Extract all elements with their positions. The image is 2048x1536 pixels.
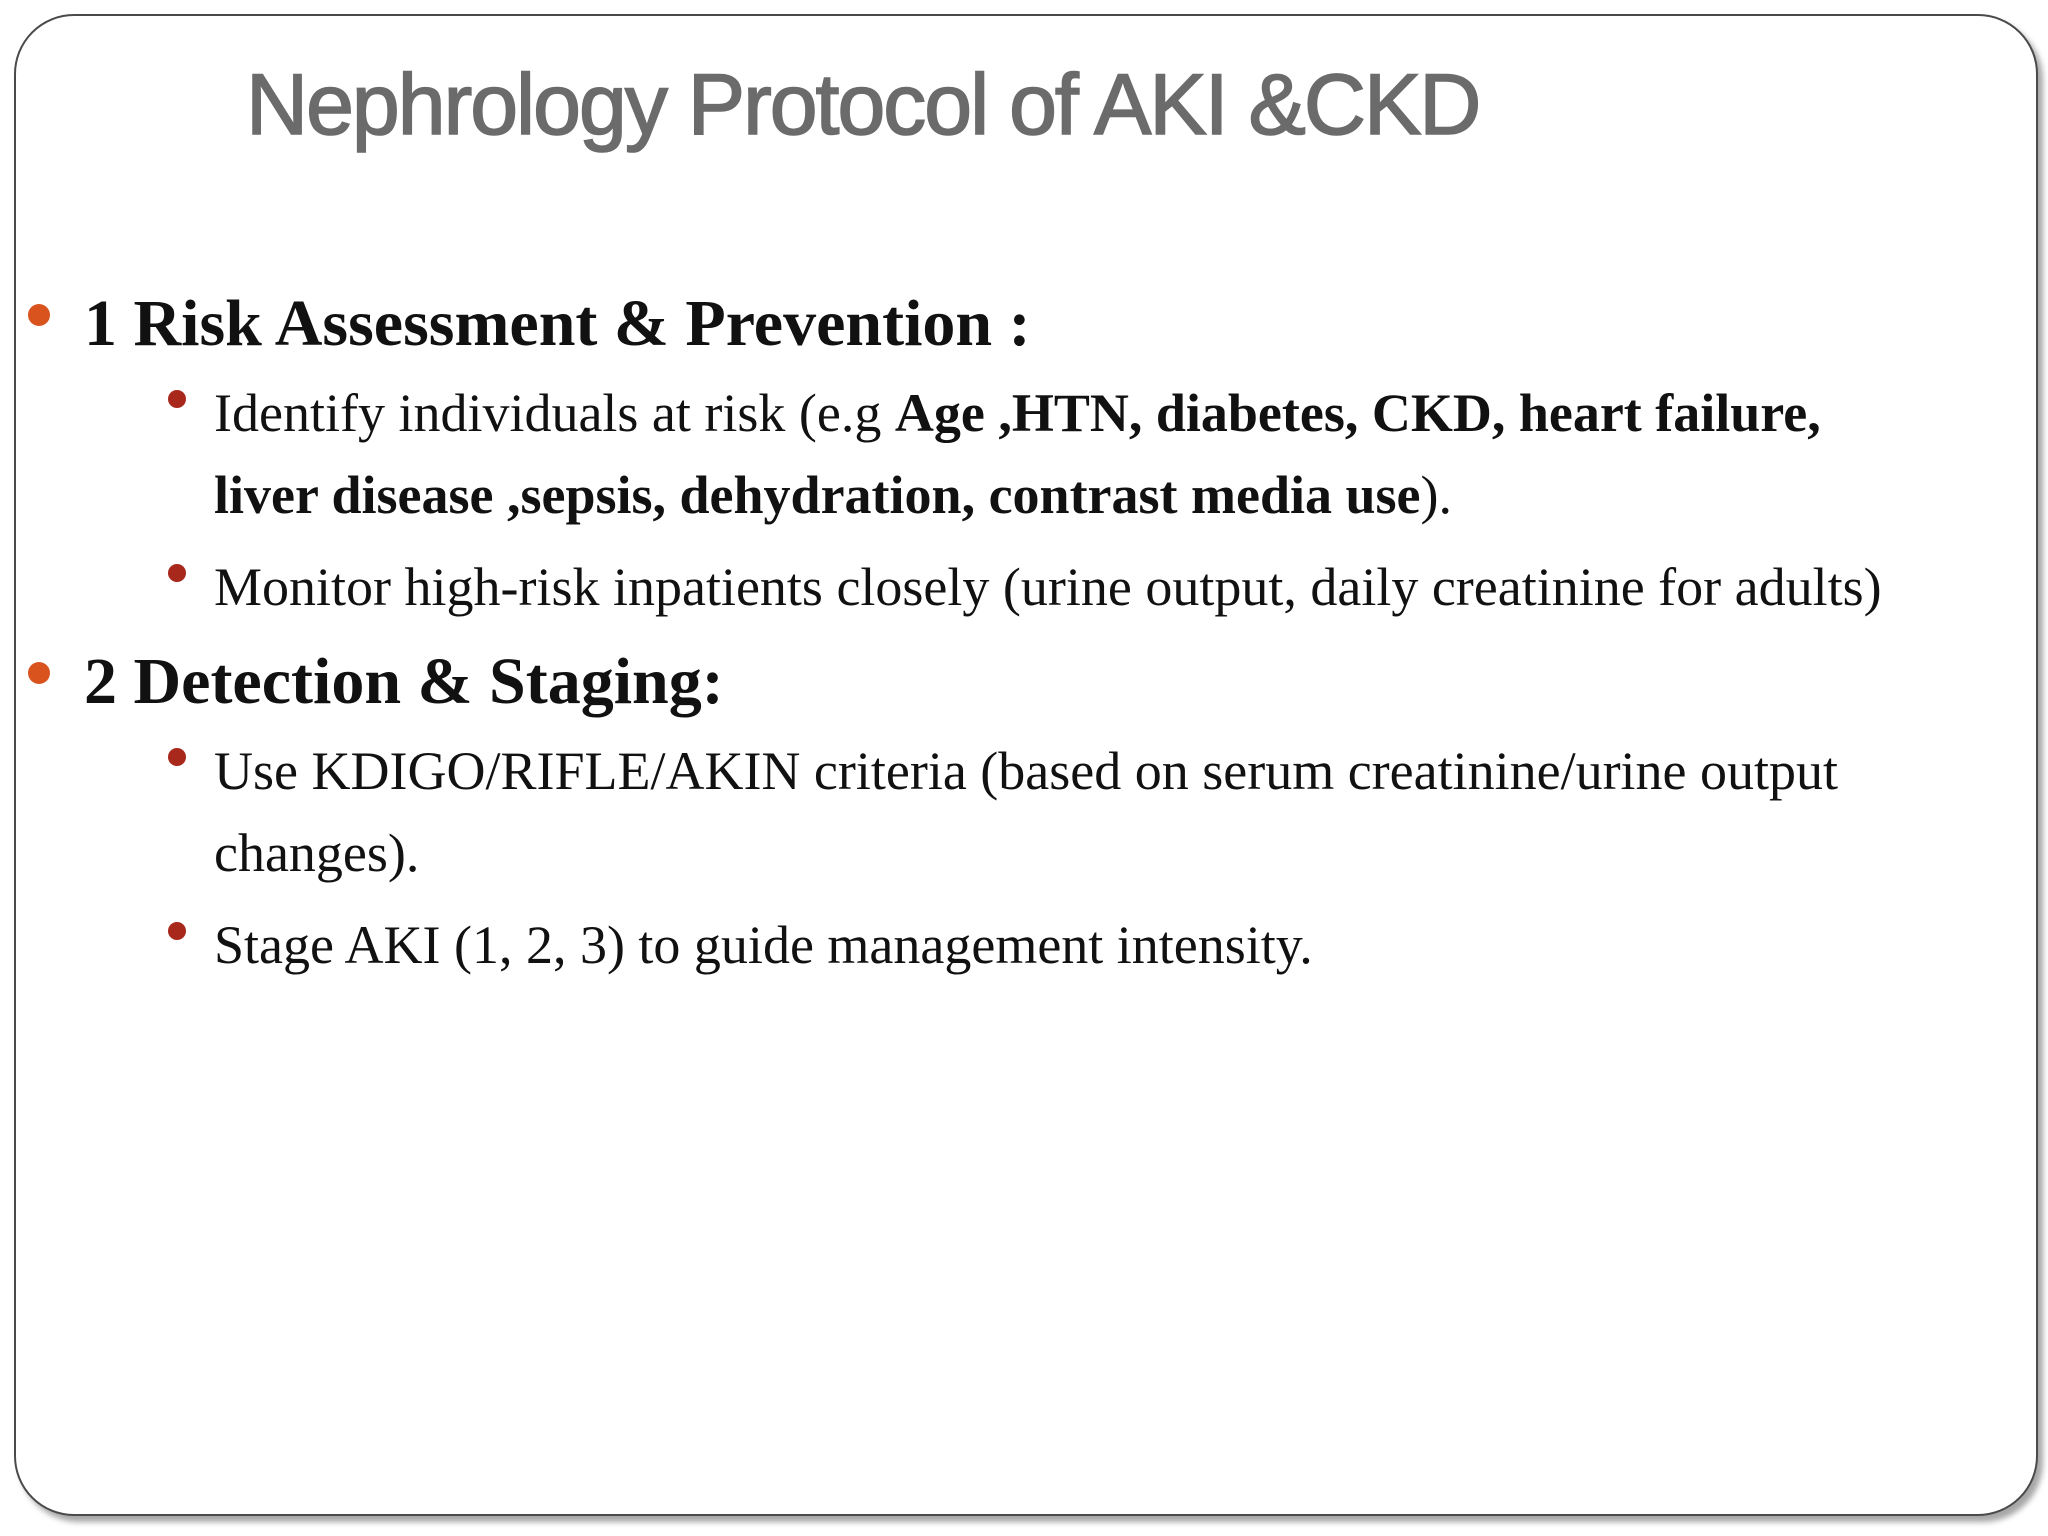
list-item [84, 546, 2036, 628]
item-text: Identify individuals at risk (e.g [214, 383, 895, 443]
section-heading: 2 Detection & Staging: [84, 645, 724, 718]
item-text: Stage AKI (1, 2, 3) to guide management intensity. [214, 915, 1313, 975]
item-text: ). [1420, 465, 1452, 525]
section-risk-assessment [16, 276, 2036, 628]
slide-title: Nephrology Protocol of AKI &CKD [246, 57, 1480, 153]
item-text-bold: Age ,HTN, diabetes, CKD, heart failure, [894, 383, 1821, 443]
item-line: Use KDIGO/RIFLE/AKIN criteria (based on serum creatinine/urine output [214, 741, 1839, 801]
red-bullet-icon [168, 748, 186, 766]
item-line [214, 372, 2036, 454]
orange-bullet-icon [28, 662, 50, 684]
list-item [84, 730, 2036, 894]
section-detection-staging [16, 634, 2036, 986]
red-bullet-icon [168, 564, 186, 582]
red-bullet-icon [168, 390, 186, 408]
item-line: changes). [214, 823, 420, 883]
red-bullet-icon [168, 922, 186, 940]
bullet-list [84, 730, 2036, 986]
orange-bullet-icon [28, 304, 50, 326]
list-item [84, 372, 2036, 536]
item-text-bold: liver disease ,sepsis, dehydration, contrast media use [214, 465, 1421, 525]
slide-content [16, 276, 2036, 986]
section-heading: 1 Risk Assessment & Prevention : [84, 287, 1031, 360]
item-line [214, 454, 2036, 536]
bullet-list [84, 372, 2036, 628]
list-item [84, 904, 2036, 986]
slide [14, 14, 2038, 1516]
item-text: Monitor high-risk inpatients closely (urine output, daily creatinine for adults) [214, 557, 1882, 617]
